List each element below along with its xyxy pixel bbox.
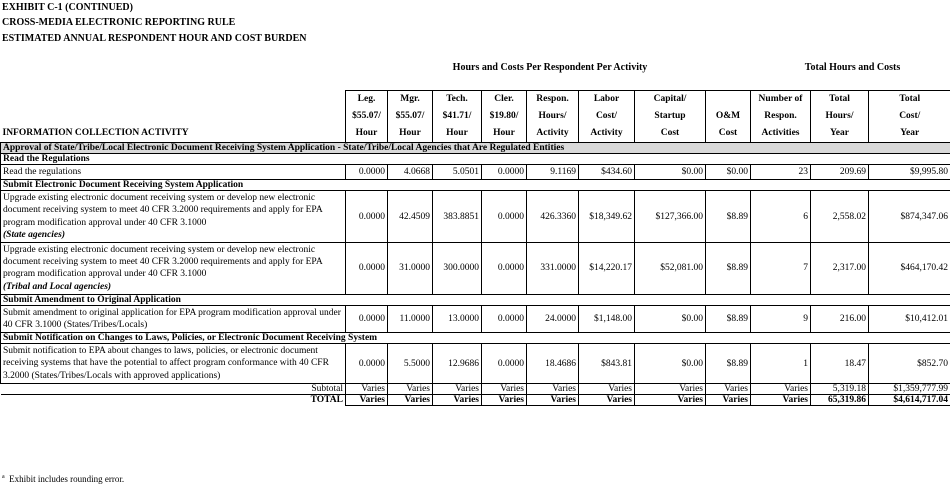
- value-cell: 0.0000: [482, 305, 527, 332]
- section-title: Submit Amendment to Original Application: [1, 294, 950, 305]
- value-cell: $8.89: [706, 344, 751, 384]
- total-value: 65,319.86: [811, 394, 869, 405]
- value-cell: $434.60: [579, 165, 635, 180]
- activity-description: [1, 191, 346, 243]
- column-header: $41.71/: [433, 108, 482, 125]
- activity-description: [1, 165, 346, 180]
- value-cell: $0.00: [635, 165, 706, 180]
- column-header: Number of: [751, 91, 811, 109]
- value-cell: 42.4509: [388, 191, 433, 243]
- totals-group-header: Total Hours and Costs: [804, 62, 901, 73]
- description-text: Submit notification to EPA about changes to laws, policies, or electronic document receiving systems that have the potential to affect program conformance with 40 CFR 3.2000 (States/Tribes/Locals with approved applications): [3, 346, 329, 381]
- section-row: [1, 180, 950, 191]
- value-cell: 0.0000: [482, 344, 527, 384]
- banner-row: [1, 143, 950, 154]
- value-cell: 24.0000: [527, 305, 579, 332]
- subtotal-value: $1,359,777.99: [869, 383, 950, 394]
- footnote-mark: a: [2, 474, 5, 480]
- activity-description: [1, 243, 346, 295]
- value-cell: $464,170.42: [869, 243, 950, 295]
- description-text: Upgrade existing electronic document receiving system or develop new electronic document receiving system to meet 40 CFR 3.2000 requirements and apply for EPA program modification approval under 40 CFR 3.1000: [3, 245, 323, 280]
- value-cell: 13.0000: [433, 305, 482, 332]
- value-cell: 23: [751, 165, 811, 180]
- column-header: [706, 91, 751, 109]
- section-title: Submit Electronic Document Receiving System Application: [1, 180, 950, 191]
- column-header: Total: [811, 91, 869, 109]
- column-header: Capital/: [635, 91, 706, 109]
- agency-type: (Tribal and Local agencies): [3, 281, 112, 292]
- value-cell: 4.0668: [388, 165, 433, 180]
- value-cell: $9,995.80: [869, 165, 950, 180]
- subtotal-value: Varies: [527, 383, 579, 394]
- value-cell: $1,148.00: [579, 305, 635, 332]
- column-header: $19.80/: [482, 108, 527, 125]
- value-cell: 1: [751, 344, 811, 384]
- table-header: [1, 91, 950, 143]
- column-header: Hour: [433, 125, 482, 143]
- value-cell: 7: [751, 243, 811, 295]
- activity-description: [1, 305, 346, 332]
- header-row: [1, 108, 950, 125]
- column-header: Activities: [751, 125, 811, 143]
- header-row: [1, 125, 950, 143]
- value-cell: 5.0501: [433, 165, 482, 180]
- column-header: Cler.: [482, 91, 527, 109]
- column-header: $55.07/: [388, 108, 433, 125]
- value-cell: 300.0000: [433, 243, 482, 295]
- table-row: [1, 243, 950, 295]
- column-header: Total: [869, 91, 950, 109]
- subtotal-value: 5,319.18: [811, 383, 869, 394]
- section-title: Read the Regulations: [1, 154, 950, 165]
- table-body: [1, 143, 950, 406]
- value-cell: $0.00: [635, 344, 706, 384]
- value-cell: 383.8851: [433, 191, 482, 243]
- footnote: [2, 474, 124, 484]
- burden-table: [0, 90, 950, 406]
- total-value: Varies: [635, 394, 706, 405]
- value-cell: $0.00: [635, 305, 706, 332]
- value-cell: $852.70: [869, 344, 950, 384]
- value-cell: 31.0000: [388, 243, 433, 295]
- value-cell: 0.0000: [346, 344, 388, 384]
- value-cell: $18,349.62: [579, 191, 635, 243]
- value-cell: $8.89: [706, 243, 751, 295]
- total-value: Varies: [527, 394, 579, 405]
- total-value: Varies: [388, 394, 433, 405]
- value-cell: $52,081.00: [635, 243, 706, 295]
- total-value: Varies: [751, 394, 811, 405]
- column-header: O&M: [706, 108, 751, 125]
- value-cell: 2,317.00: [811, 243, 869, 295]
- value-cell: 18.4686: [527, 344, 579, 384]
- footnote-text: Exhibit includes rounding error.: [9, 474, 125, 484]
- value-cell: $0.00: [706, 165, 751, 180]
- section-row: [1, 333, 950, 344]
- total-value: Varies: [433, 394, 482, 405]
- value-cell: $8.89: [706, 305, 751, 332]
- value-cell: 0.0000: [346, 165, 388, 180]
- value-cell: $10,412.01: [869, 305, 950, 332]
- column-header: Mgr.: [388, 91, 433, 109]
- value-cell: 0.0000: [346, 305, 388, 332]
- subtotal-value: Varies: [706, 383, 751, 394]
- activity-column-header: INFORMATION COLLECTION ACTIVITY: [2, 128, 189, 138]
- header-row: [1, 91, 950, 109]
- subtotal-value: Varies: [388, 383, 433, 394]
- value-cell: 426.3360: [527, 191, 579, 243]
- value-cell: 0.0000: [482, 243, 527, 295]
- exhibit-title: EXHIBIT C-1 (CONTINUED): [2, 2, 133, 13]
- value-cell: 2,558.02: [811, 191, 869, 243]
- value-cell: 9: [751, 305, 811, 332]
- column-header: Leg.: [346, 91, 388, 109]
- column-header: Tech.: [433, 91, 482, 109]
- section-row: [1, 154, 950, 165]
- value-cell: 6: [751, 191, 811, 243]
- column-header: Hour: [482, 125, 527, 143]
- description-text: Read the regulations: [3, 167, 82, 177]
- value-cell: 9.1169: [527, 165, 579, 180]
- table-row: [1, 344, 950, 384]
- value-cell: 331.0000: [527, 243, 579, 295]
- column-header: Year: [811, 125, 869, 143]
- subtotal-value: Varies: [482, 383, 527, 394]
- column-header: $55.07/: [346, 108, 388, 125]
- description-text: Submit amendment to original application for EPA program modification approval under 40 CFR 3.1000 (States/Tribes/Locals): [3, 307, 341, 331]
- column-header: Hour: [388, 125, 433, 143]
- value-cell: 0.0000: [346, 243, 388, 295]
- table-row: [1, 305, 950, 332]
- column-header: Hours/: [527, 108, 579, 125]
- column-header: Activity: [579, 125, 635, 143]
- column-header: Cost: [635, 125, 706, 143]
- value-cell: $874,347.06: [869, 191, 950, 243]
- subtotal-label: Subtotal: [1, 383, 346, 394]
- banner-text: Approval of State/Tribe/Local Electronic Document Receiving System Application - State/Tribe/Local Agencies that Are Regulated Entities: [1, 143, 950, 154]
- subtotal-value: Varies: [579, 383, 635, 394]
- total-row: [1, 394, 950, 405]
- value-cell: 12.9686: [433, 344, 482, 384]
- column-header: Activity: [527, 125, 579, 143]
- column-header: Labor: [579, 91, 635, 109]
- total-label: TOTAL: [1, 394, 346, 405]
- subtotal-value: Varies: [751, 383, 811, 394]
- table-row: [1, 191, 950, 243]
- total-value: Varies: [579, 394, 635, 405]
- activity-header-spacer: [1, 108, 346, 125]
- per-activity-group-header: Hours and Costs Per Respondent Per Activity: [452, 62, 648, 73]
- column-header: Hour: [346, 125, 388, 143]
- total-value: Varies: [706, 394, 751, 405]
- subtotal-row: [1, 383, 950, 394]
- burden-title: ESTIMATED ANNUAL RESPONDENT HOUR AND COST BURDEN: [2, 33, 307, 44]
- subtotal-value: Varies: [433, 383, 482, 394]
- column-header: Cost/: [869, 108, 950, 125]
- total-value: Varies: [482, 394, 527, 405]
- value-cell: $14,220.17: [579, 243, 635, 295]
- column-header: Startup: [635, 108, 706, 125]
- section-title: Submit Notification on Changes to Laws, Policies, or Electronic Document Receiving System: [1, 333, 950, 344]
- value-cell: 5.5000: [388, 344, 433, 384]
- value-cell: 0.0000: [346, 191, 388, 243]
- value-cell: $127,366.00: [635, 191, 706, 243]
- column-header: Cost/: [579, 108, 635, 125]
- column-header: Year: [869, 125, 950, 143]
- column-header: Hours/: [811, 108, 869, 125]
- value-cell: 18.47: [811, 344, 869, 384]
- section-row: [1, 294, 950, 305]
- value-cell: 0.0000: [482, 165, 527, 180]
- description-text: Upgrade existing electronic document receiving system or develop new electronic document receiving system to meet 40 CFR 3.2000 requirements and apply for EPA program modification approval under 40 CFR 3.1000: [3, 193, 323, 228]
- activity-description: [1, 344, 346, 384]
- rule-title: CROSS-MEDIA ELECTRONIC REPORTING RULE: [2, 17, 236, 28]
- value-cell: $8.89: [706, 191, 751, 243]
- value-cell: 216.00: [811, 305, 869, 332]
- value-cell: 11.0000: [388, 305, 433, 332]
- column-header: Cost: [706, 125, 751, 143]
- activity-header-spacer: [1, 91, 346, 109]
- value-cell: 209.69: [811, 165, 869, 180]
- value-cell: $843.81: [579, 344, 635, 384]
- subtotal-value: Varies: [635, 383, 706, 394]
- agency-type: (State agencies): [3, 229, 66, 240]
- value-cell: 0.0000: [482, 191, 527, 243]
- subtotal-value: Varies: [346, 383, 388, 394]
- column-header: Respon.: [751, 108, 811, 125]
- total-value: $4,614,717.04: [869, 394, 950, 405]
- table-row: [1, 165, 950, 180]
- column-header: Respon.: [527, 91, 579, 109]
- total-value: Varies: [346, 394, 388, 405]
